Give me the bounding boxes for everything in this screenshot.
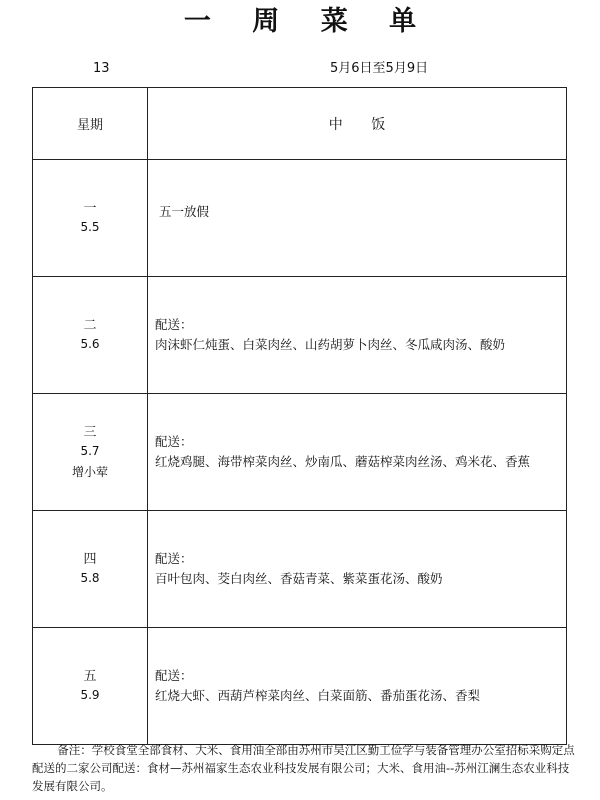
day-name: 三 xyxy=(83,424,97,440)
table-row xyxy=(33,277,567,394)
day-cell xyxy=(33,511,148,628)
day-date: 5.5 xyxy=(80,220,100,234)
dishes-list: 红烧大虾、西葫芦榨菜肉丝、白菜面筋、番茄蛋花汤、香梨 xyxy=(155,688,481,703)
day-date: 5.9 xyxy=(80,688,100,702)
day-name: 二 xyxy=(83,318,97,333)
dishes-list: 肉沫虾仁炖蛋、白菜肉丝、山药胡萝卜肉丝、冬瓜咸肉汤、酸奶 xyxy=(155,337,506,352)
menu-cell xyxy=(148,628,567,745)
delivery-label: 配送： xyxy=(155,668,193,683)
footnote: 备注：学校食堂全部食材、大米、食用油全部由苏州市吴江区勤工俭学与装备管理办公室招标采购定点配送的二家公司配送：食材—苏州福家生态农业科技发展有限公司；大米、食用油--苏州江澜生态农业科技发展有限公司。 xyxy=(32,743,575,793)
day-extra-note: 增小荤 xyxy=(71,464,108,479)
menu-cell xyxy=(148,277,567,394)
menu-table xyxy=(32,87,567,745)
table-row xyxy=(33,511,567,628)
date-range: 5月6日至5月9日 xyxy=(330,61,429,76)
day-date: 5.7 xyxy=(80,443,100,458)
day-name: 一 xyxy=(83,201,97,216)
header-lunch: 中 饭 xyxy=(148,88,567,160)
week-number: 13 xyxy=(93,61,110,76)
day-cell xyxy=(33,394,148,511)
page-title: 一 周 菜 单 xyxy=(183,6,433,37)
day-cell xyxy=(33,160,148,277)
delivery-label: 配送： xyxy=(155,317,193,332)
day-date: 5.8 xyxy=(80,571,100,585)
table-row xyxy=(33,628,567,745)
day-cell xyxy=(33,277,148,394)
day-name: 四 xyxy=(83,552,97,567)
menu-cell xyxy=(148,160,567,277)
table-header-row xyxy=(33,88,567,160)
header-day: 星期 xyxy=(33,88,148,160)
menu-cell xyxy=(148,394,567,511)
menu-cell xyxy=(148,511,567,628)
dishes-list: 红烧鸡腿、海带榨菜肉丝、炒南瓜、蘑菇榨菜肉丝汤、鸡米花、香蕉 xyxy=(155,454,531,469)
delivery-label: 配送： xyxy=(155,434,193,449)
delivery-label: 配送： xyxy=(155,551,193,566)
dishes-list: 百叶包肉、茭白肉丝、香菇青菜、紫菜蛋花汤、酸奶 xyxy=(155,571,443,586)
day-date: 5.6 xyxy=(80,337,100,351)
day-name: 五 xyxy=(83,669,97,684)
table-row xyxy=(33,394,567,511)
day-cell xyxy=(33,628,148,745)
holiday-note: 五一放假 xyxy=(159,204,210,219)
table-row xyxy=(33,160,567,277)
